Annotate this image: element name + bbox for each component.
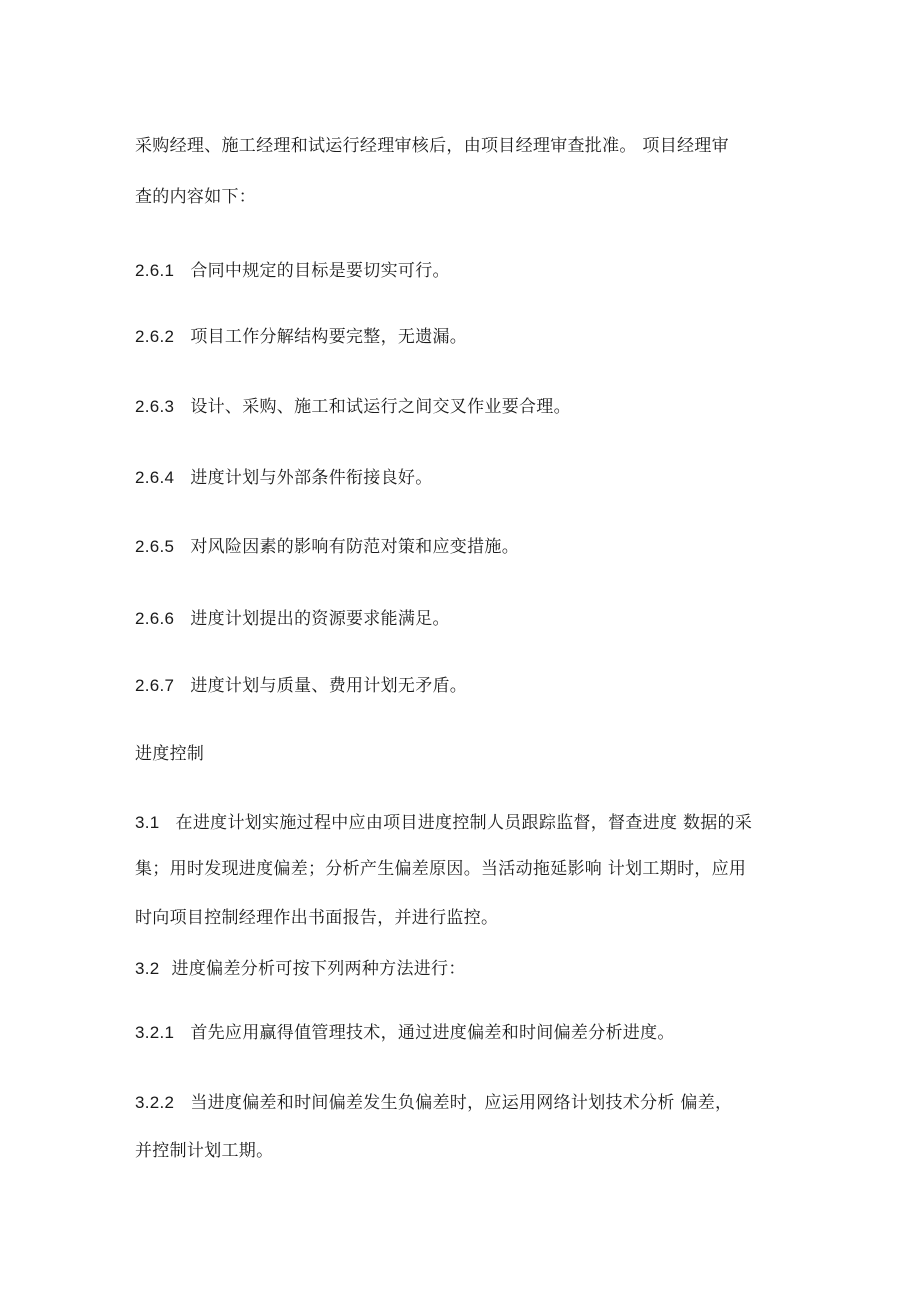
item-2-6-5 [135, 536, 519, 558]
item-2-6-2 [135, 326, 467, 348]
item-text: 进度偏差分析可按下列两种方法进行： [171, 959, 466, 979]
item-text: 进度计划提出的资源要求能满足。 [190, 609, 450, 629]
item-text: 首先应用赢得值管理技术，通过进度偏差和时间偏差分析进度。 [190, 1023, 675, 1043]
item-text: 在进度计划实施过程中应由项目进度控制人员跟踪监督，督查进度 数据的采 [175, 813, 753, 833]
item-2-6-6 [135, 608, 450, 630]
item-3-1-line-3: 时向项目控制经理作出书面报告，并进行监控。 [135, 908, 499, 928]
item-number: 3.2 [135, 959, 160, 978]
item-number: 3.2.2 [135, 1093, 175, 1112]
section-heading: 进度控制 [135, 744, 205, 764]
item-text: 合同中规定的目标是要切实可行。 [190, 261, 450, 281]
item-3-2 [135, 958, 466, 980]
item-text: 当进度偏差和时间偏差发生负偏差时，应运用网络计划技术分析 偏差， [190, 1093, 733, 1113]
item-number: 3.1 [135, 813, 160, 832]
item-2-6-7 [135, 675, 467, 697]
item-number: 3.2.1 [135, 1023, 175, 1042]
item-text: 设计、采购、施工和试运行之间交叉作业要合理。 [190, 397, 571, 417]
item-number: 2.6.7 [135, 676, 175, 695]
item-number: 2.6.1 [135, 261, 175, 280]
item-number: 2.6.5 [135, 537, 175, 556]
item-3-2-2-line-1 [135, 1092, 732, 1114]
item-text: 对风险因素的影响有防范对策和应变措施。 [190, 537, 520, 557]
item-3-2-2-line-2: 并控制计划工期。 [135, 1141, 274, 1161]
item-3-2-1 [135, 1022, 675, 1044]
intro-line-2: 查的内容如下： [135, 187, 257, 207]
item-3-1-line-1 [135, 812, 752, 834]
item-text: 进度计划与外部条件衔接良好。 [190, 468, 433, 488]
item-2-6-3 [135, 396, 571, 418]
item-number: 2.6.6 [135, 609, 175, 628]
item-number: 2.6.2 [135, 327, 175, 346]
item-3-1-line-2: 集；用时发现进度偏差；分析产生偏差原因。当活动拖延影响 计划工期时，应用 [135, 859, 747, 879]
item-number: 2.6.3 [135, 397, 175, 416]
item-text: 进度计划与质量、费用计划无矛盾。 [190, 676, 468, 696]
item-number: 2.6.4 [135, 468, 175, 487]
item-2-6-4 [135, 467, 433, 489]
item-2-6-1 [135, 260, 450, 282]
item-text: 项目工作分解结构要完整，无遗漏。 [190, 327, 468, 347]
intro-line-1: 采购经理、施工经理和试运行经理审核后，由项目经理审查批准。 项目经理审 [135, 136, 729, 156]
